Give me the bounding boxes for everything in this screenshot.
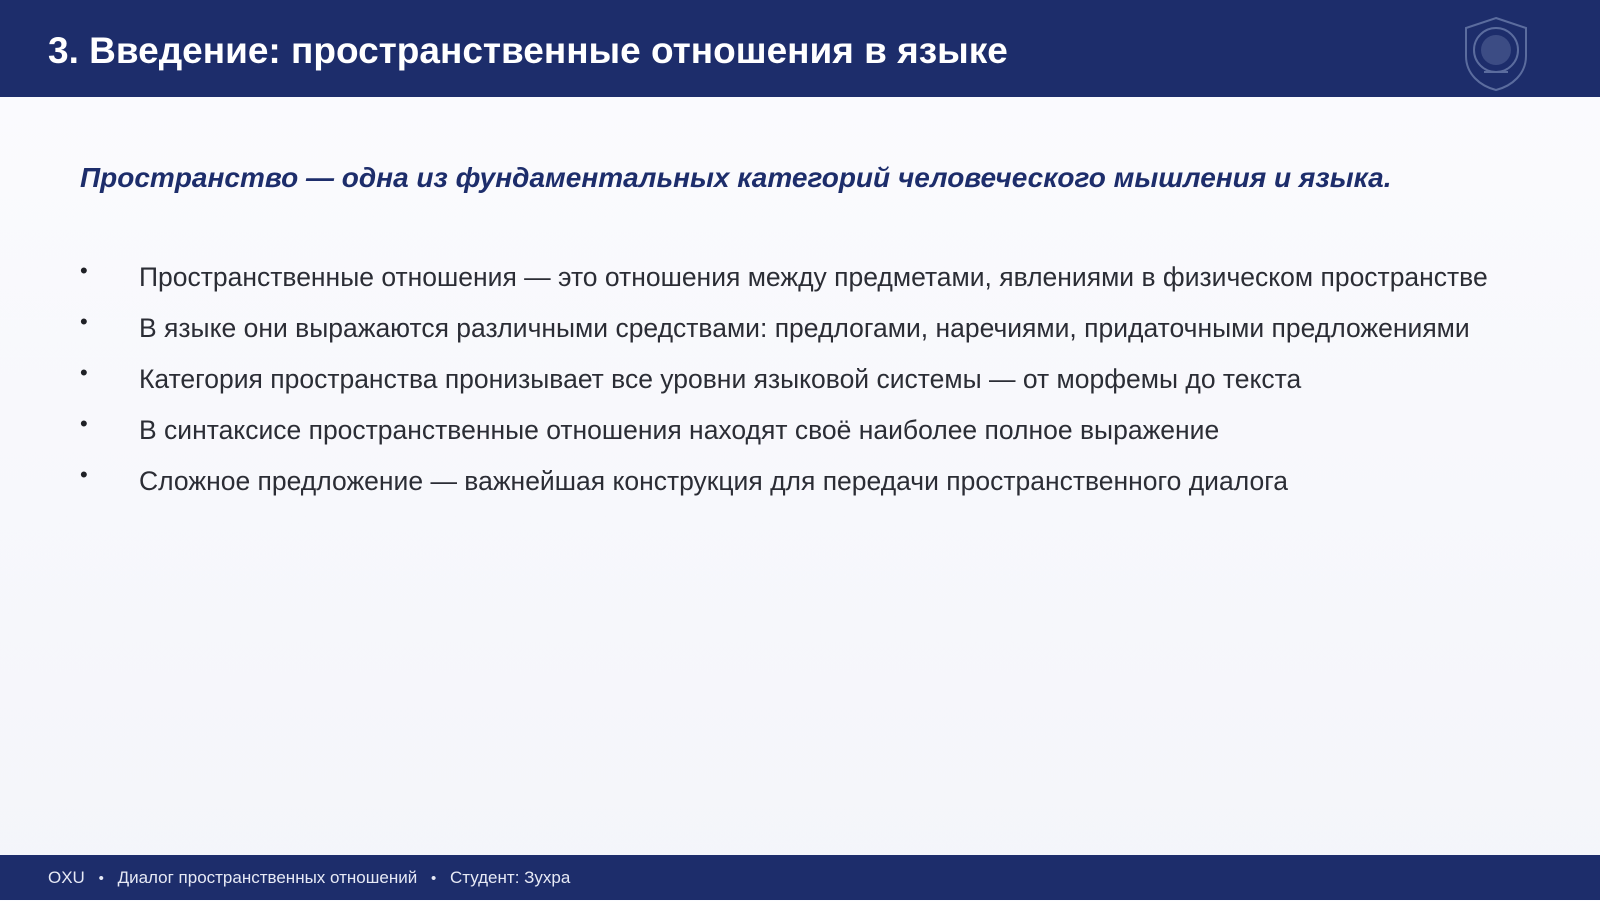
footer-org: OXU [48, 868, 85, 887]
bullet-text: Сложное предложение — важнейшая конструкция для передачи пространственного диалога [139, 466, 1289, 496]
footer-bar [0, 855, 1600, 900]
bullet-item [80, 309, 1500, 347]
bullet-list [80, 258, 1500, 513]
footer-separator: • [430, 870, 437, 887]
lead-statement: Пространство — одна из фундаментальных категорий человеческого мышления и языка. [80, 162, 1392, 193]
bullet-text: В синтаксисе пространственные отношения находят своё наиболее полное выражение [139, 415, 1220, 445]
header-bar [0, 0, 1600, 97]
bullet-dot-icon: • [80, 360, 88, 385]
bullet-text: Пространственные отношения — это отношения между предметами, явлениями в физическом пространстве [139, 262, 1488, 292]
footer-student: Студент: Зухра [449, 868, 571, 887]
footer-separator: • [98, 870, 104, 887]
bullet-item [80, 360, 1500, 398]
slide-title: 3. Введение: пространственные отношения в языке [48, 30, 1008, 71]
footer-text [48, 855, 570, 901]
slide-content [80, 152, 1540, 496]
bullet-item [80, 258, 1500, 296]
bullet-text: Категория пространства пронизывает все уровни языковой системы — от морфемы до текста [139, 364, 1302, 394]
bullet-dot-icon: • [80, 462, 88, 487]
footer-topic: Диалог пространственных отношений [117, 868, 418, 887]
bullet-dot-icon: • [80, 309, 88, 334]
bullet-item [80, 462, 1500, 500]
bullet-text: В языке они выражаются различными средствами: предлогами, наречиями, придаточными предложениями [139, 313, 1470, 343]
bullet-dot-icon: • [80, 411, 88, 436]
bullet-dot-icon: • [80, 258, 88, 283]
bullet-item [80, 411, 1500, 449]
university-seal-icon [1462, 16, 1530, 92]
